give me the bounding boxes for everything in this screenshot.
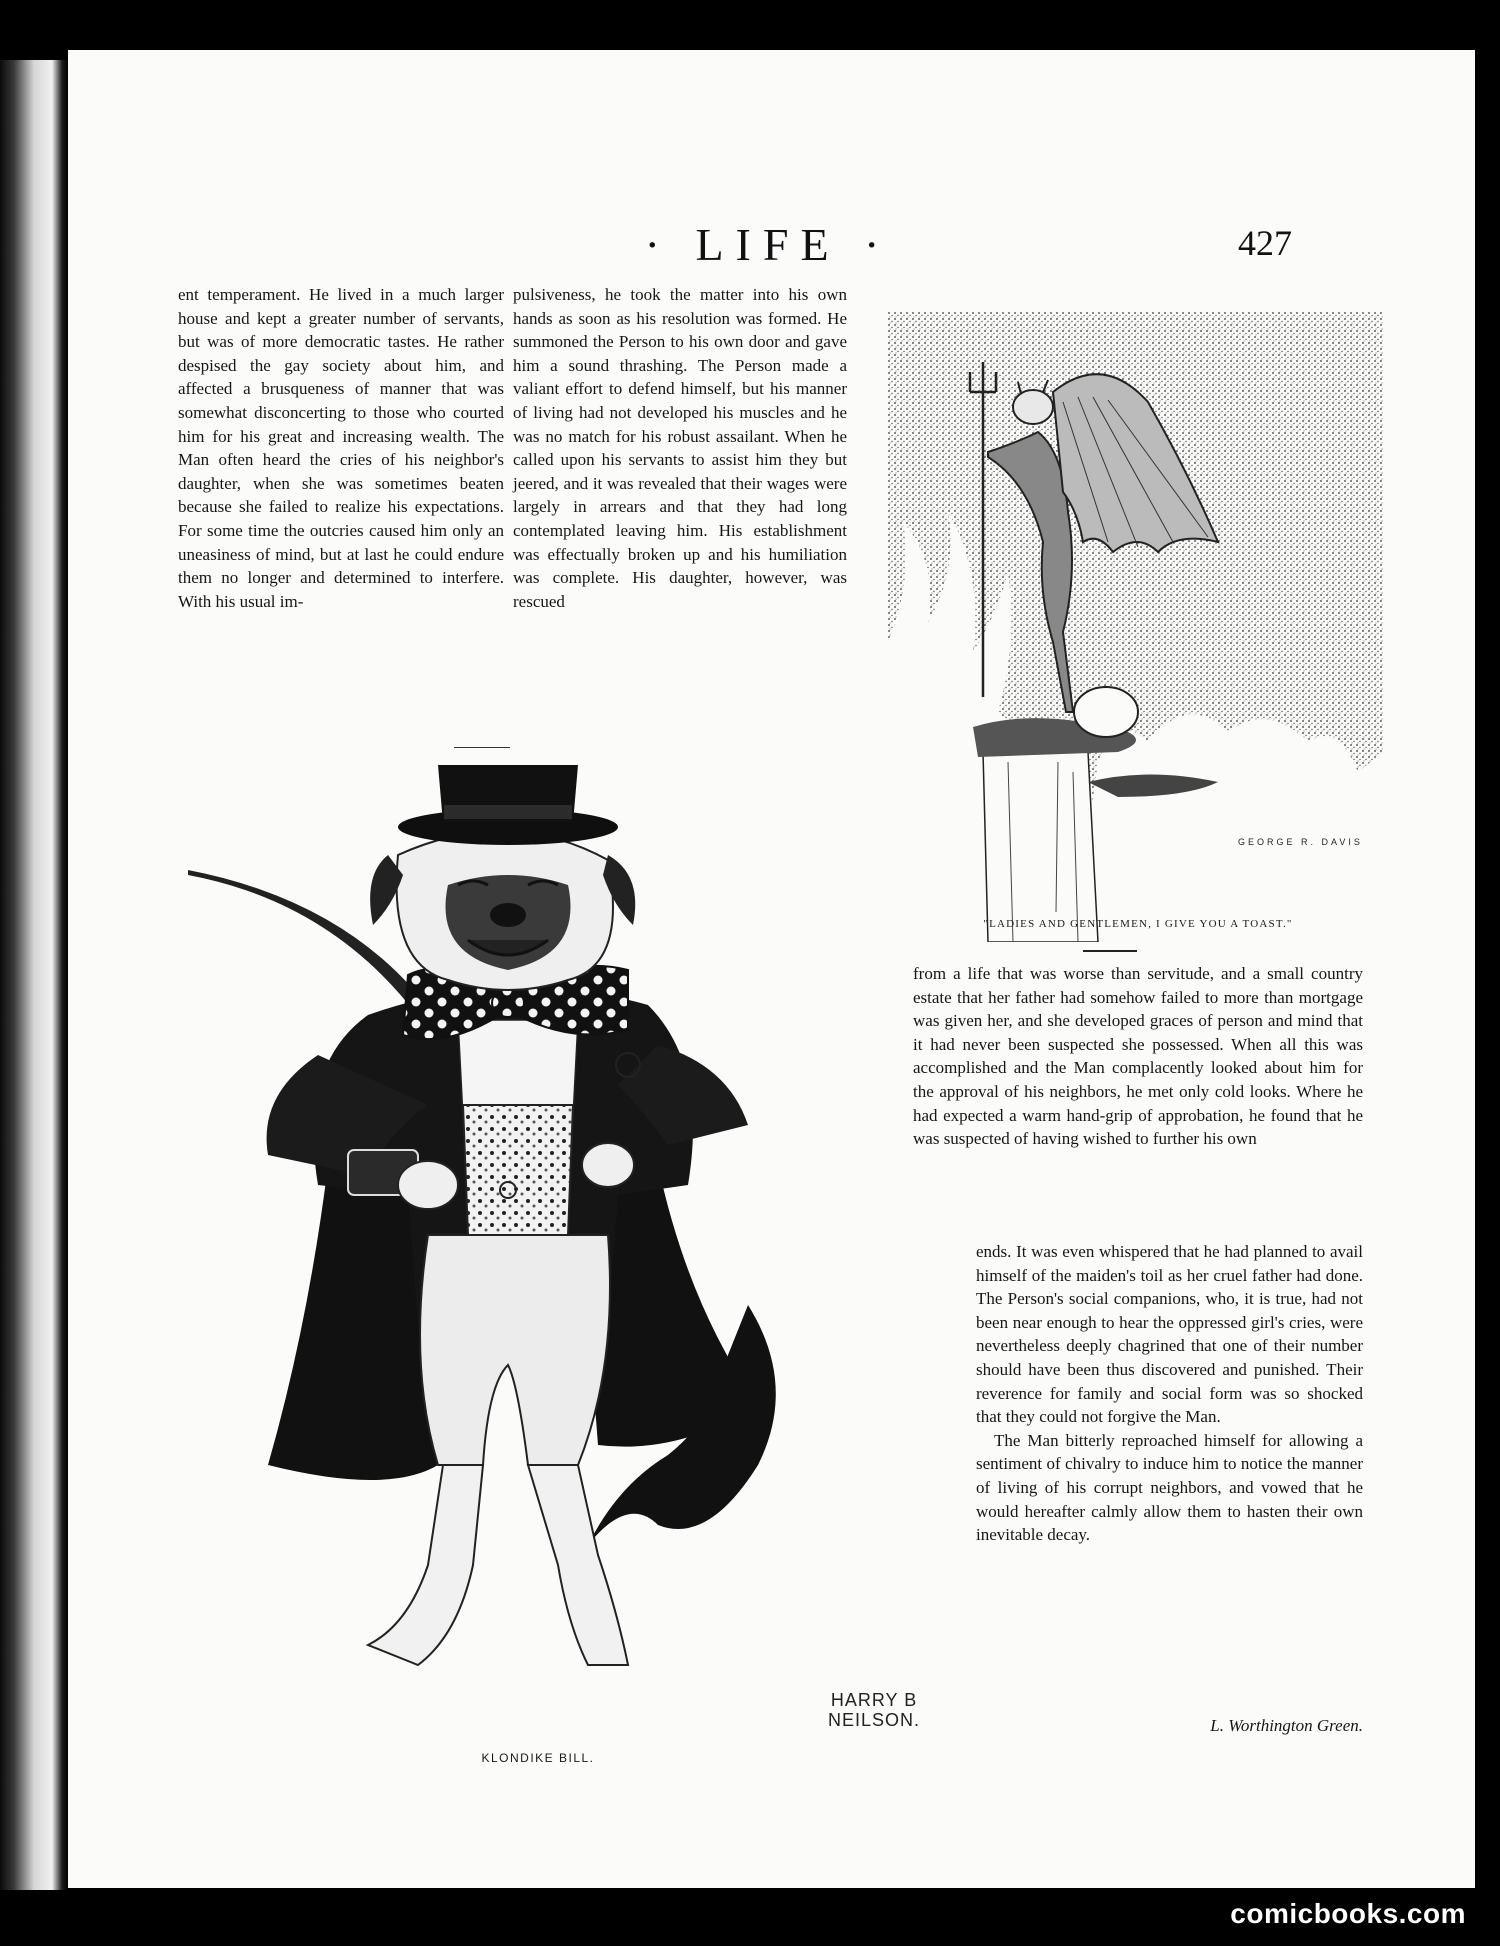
author-signature: L. Worthington Green. — [1210, 1716, 1363, 1735]
pug-artist-line2: NEILSON. — [828, 1710, 921, 1730]
devil-caption: "LADIES AND GENTLEMEN, I GIVE YOU A TOAST." — [983, 918, 1293, 930]
caption-rule — [1083, 950, 1137, 952]
pug-artist-signature — [828, 1690, 920, 1730]
leg-left — [368, 1465, 483, 1665]
left-page-edge — [0, 60, 68, 1890]
page-header — [68, 218, 1475, 278]
article-column-left — [178, 283, 504, 613]
article-text-left: ent temperament. He lived in a much larger house and kept a greater number of servants, but was of more democratic tastes. He rather despised the gay society about him, and affected a brusqueness of manner that was somewhat disconcerting to those who courted him for his great and increasing wealth. The Man often heard the cries of his neighbor's daughter, when she was sometimes beaten because she failed to realize his expectations. For some time the outcries caused him only an uneasiness of mind, but at last he could endure them no longer and determined to interfere. With his usual im- — [178, 285, 504, 611]
bow-tie-knot — [492, 989, 524, 1017]
page-number: 427 — [1238, 223, 1292, 263]
top-hat-band — [444, 805, 572, 819]
article-text-middle: pulsiveness, he took the matter into his own hands as soon as his resolution was formed. He summoned the Person to his own door and gave him a sound thrashing. The Person made a valiant effort to defend himself, but his manner of living had not developed his muscles and he was no match for his robust assailant. When he called upon his servants to assist him they but jeered, and it was revealed that their wages were largely in arrears and that they had long contemplated leaving him. His establishment was effectually broken up and his humiliation was complete. His daughter, however, was rescued — [513, 285, 847, 611]
skull-rock — [1074, 687, 1138, 737]
paw-right — [582, 1143, 634, 1187]
pug-nose — [490, 903, 526, 927]
magazine-page — [68, 50, 1475, 1888]
pug-illustration — [188, 765, 888, 1745]
article-text-right-narrow-1: ends. It was even whispered that he had planned to avail himself of the maiden's toil as her cruel father had done. The Person's social companions, who, it is true, had not been near enough to hear the oppressed girl's cries, were nevertheless deeply chagrined that one of their number should have been thus discovered and punished. Their reverence for family and social form was so shocked that they could not forgive the Man. — [976, 1242, 1363, 1427]
article-text-right-wide: from a life that was worse than servitude, and a small country estate that her father had somehow failed to more than mortgage was given her, and she developed graces of person and mind that it had never been suspected she possessed. When all this was accomplished and the Man complacently looked about him for the approval of his neighbors, he met only cold looks. Where he had expected a warm hand-grip of approbation, he found that he was suspected of having wished to further his own — [913, 964, 1363, 1149]
watermark: comicbooks.com — [1230, 1898, 1466, 1929]
leg-right — [528, 1465, 628, 1665]
column-rule — [454, 747, 510, 748]
paw-left — [398, 1161, 458, 1209]
devil-illustration — [888, 312, 1383, 942]
patterned-waistcoat — [463, 1105, 573, 1235]
article-column-middle — [513, 283, 847, 613]
devil-artist-signature: GEORGE R. DAVIS — [1238, 837, 1363, 847]
pug-artist-line1: HARRY B — [830, 1690, 918, 1710]
article-column-right — [913, 962, 1363, 1151]
article-text-right-narrow-2: The Man bitterly reproached himself for allowing a sentiment of chivalry to induce him to notice the manner of living of his corrupt neighbors, and vowed that he would hereafter calmly allow them to hasten their own inevitable decay. — [976, 1430, 1363, 1545]
stone-pillar — [983, 752, 1098, 942]
article-column-right-narrow — [976, 1240, 1363, 1547]
masthead-title: · LIFE · — [644, 219, 892, 270]
pug-caption: KLONDIKE BILL. — [481, 1751, 595, 1765]
devil-head — [1013, 390, 1053, 424]
white-trousers — [420, 1235, 610, 1465]
